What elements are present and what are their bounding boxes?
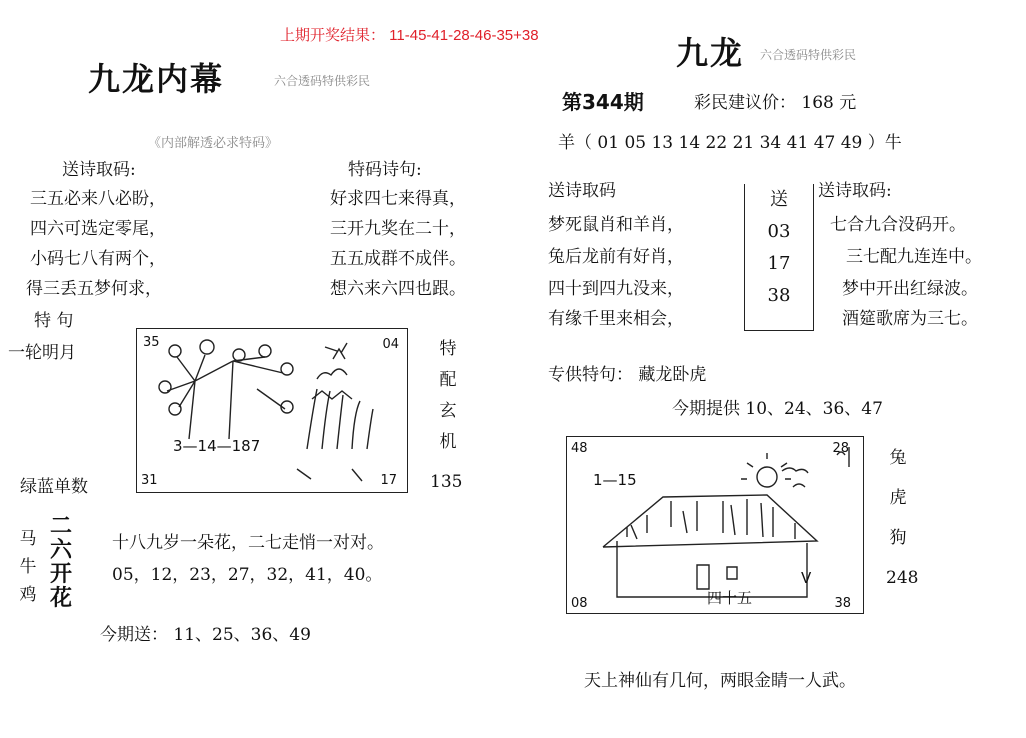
- sketch-corner-tr: 28: [832, 441, 849, 456]
- te-heading: 特码诗句:: [348, 160, 422, 180]
- sketch-mid-text: 3—14—187: [173, 437, 261, 455]
- poem-left-line: 兔后龙前有好肖，: [548, 247, 684, 267]
- poem-left-line: 有缘千里来相会，: [548, 309, 684, 329]
- te-line: 想六来六四也跟。: [330, 279, 466, 299]
- poem-heading: 送诗取码:: [62, 160, 136, 180]
- poem-right-line: 酒筵歌席为三七。: [842, 309, 978, 329]
- flower-sketch-drawing: [137, 329, 407, 492]
- big-vertical-text: 二 六 开 花: [49, 513, 72, 611]
- poem-left-line: 梦死鼠肖和羊肖，: [548, 215, 684, 235]
- zodiac-right: 兔 虎 狗: [889, 448, 907, 548]
- te-line: 三开九奖在二十，: [330, 219, 466, 239]
- today-send: 今期送： 11、25、36、49: [100, 625, 311, 645]
- sketch-corner-tr: 04: [382, 337, 399, 352]
- green-blue-label: 绿蓝单数: [20, 477, 88, 497]
- poem-heading-right: 送诗取码:: [818, 181, 892, 201]
- left-subtitle: 六合透码特供彩民: [274, 74, 371, 88]
- left-sketch: [136, 328, 408, 493]
- verse-line: 十八九岁一朵花，二七走悄一对对。: [112, 533, 384, 553]
- right-sketch: [566, 436, 864, 614]
- poem-left-line: 四十到四九没来，: [548, 279, 684, 299]
- special-phrase: 专供特句： 藏龙卧虎: [548, 365, 707, 385]
- sketch-corner-bl: 31: [141, 473, 158, 488]
- moon-label: 一轮明月: [8, 343, 76, 363]
- sketch-corner-bl: 08: [571, 596, 588, 611]
- sketch-corner-tl: 35: [143, 335, 160, 350]
- sketch-corner-br: 38: [834, 596, 851, 611]
- send-box: 送 03 17 38: [744, 184, 814, 331]
- side-vertical-text: 特 配 玄 机: [439, 339, 457, 452]
- poem-line: 小码七八有两个，: [30, 249, 166, 269]
- price: 彩民建议价： 168 元: [694, 93, 857, 113]
- poem-right-line: 七合九合没码开。: [830, 215, 966, 235]
- poem-heading-left: 送诗取码: [548, 181, 616, 201]
- provide-numbers: 今期提供 10、24、36、47: [672, 399, 883, 419]
- poem-right-line: 三七配九连连中。: [846, 247, 982, 267]
- footer-verse: 天上神仙有几何，两眼金睛一人武。: [584, 671, 856, 691]
- sketch-mid-text: 1—15: [593, 471, 637, 489]
- te-line: 好求四七来得真，: [330, 189, 466, 209]
- poem-line: 四六可选定零尾，: [30, 219, 166, 239]
- te-ju-label: 特 句: [34, 311, 74, 331]
- sheep-row: 羊（ 01 05 13 14 22 21 34 41 47 49 ）牛: [558, 133, 902, 153]
- right-title: 九龙: [676, 34, 745, 72]
- number-135: 135: [430, 472, 463, 492]
- numbers-line: 05，12，23，27，32，41，40。: [112, 565, 383, 585]
- poem-right-line: 梦中开出红绿波。: [842, 279, 978, 299]
- poem-line: 三五必来八必盼，: [30, 189, 166, 209]
- sketch-v: V: [801, 569, 812, 587]
- sketch-corner-tl: 48: [571, 441, 588, 456]
- left-title: 九龙内幕: [88, 60, 225, 98]
- te-line: 五五成群不成伴。: [330, 249, 466, 269]
- poem-line: 得三丢五梦何求，: [26, 279, 162, 299]
- issue-number: 第344期: [562, 90, 644, 114]
- right-subtitle: 六合透码特供彩民: [760, 48, 857, 62]
- left-quote: 《内部解透必求特码》: [148, 136, 279, 151]
- sketch-corner-br: 17: [380, 473, 397, 488]
- number-248: 248: [886, 568, 919, 588]
- last-result: 上期开奖结果： 11-45-41-28-46-35+38: [280, 27, 539, 44]
- zodiac-left: 马 牛 鸡: [19, 529, 37, 605]
- house-label: 四十五: [707, 589, 753, 607]
